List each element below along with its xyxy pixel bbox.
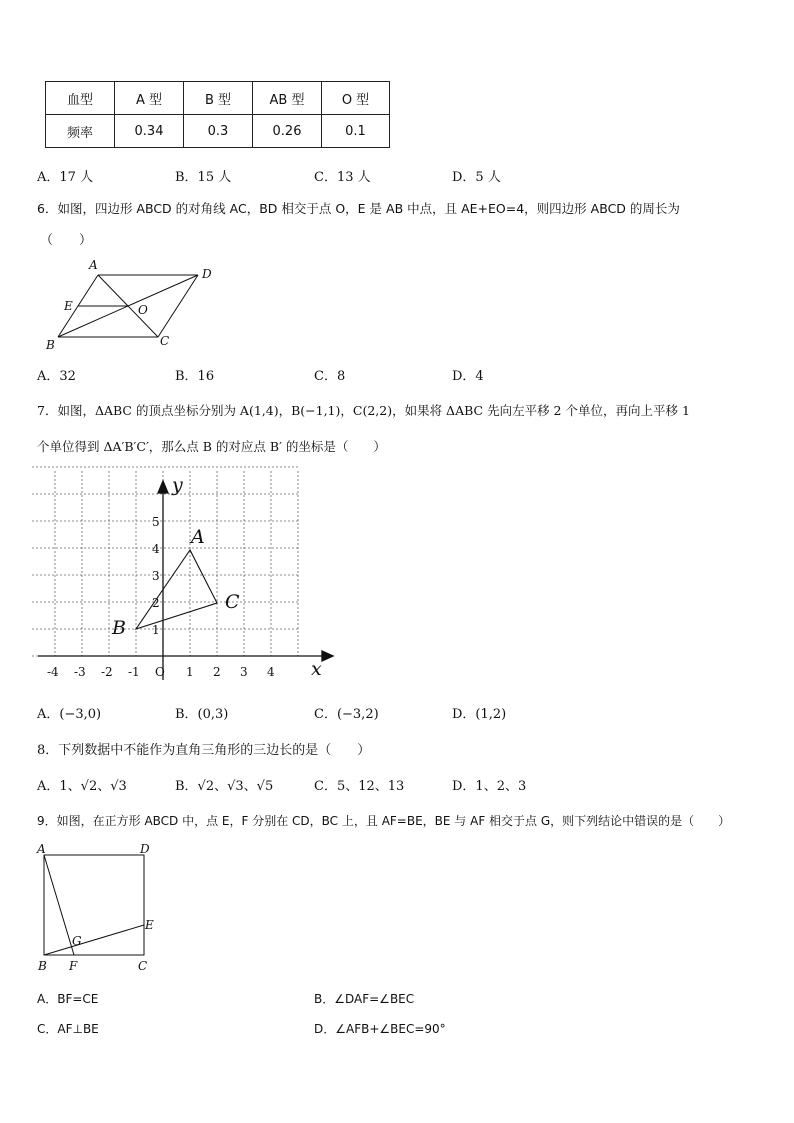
q8-stem: 8．下列数据中不能作为直角三角形的三边长的是（ ） — [37, 743, 371, 758]
y-axis-label: y — [172, 474, 183, 496]
q9-label-a: A — [37, 842, 46, 856]
x-axis-arrow-icon — [322, 651, 333, 661]
segment-af — [44, 855, 74, 955]
q5-option-b: B．15 人 — [175, 170, 232, 185]
segment-be — [44, 925, 144, 955]
q7-option-c: C．(−3,2) — [314, 707, 379, 722]
x-tick-label: -3 — [74, 665, 86, 679]
q6-option-a: A．32 — [37, 369, 76, 384]
q9-option-b: B．∠DAF=∠BEC — [314, 992, 415, 1006]
q9-square-figure — [34, 840, 164, 975]
blood-type-table — [45, 81, 390, 148]
q6-label-c: C — [160, 334, 170, 348]
table-cell: 0.34 — [115, 115, 184, 148]
q6-label-a: A — [89, 258, 98, 272]
q9-label-e: E — [145, 918, 154, 932]
x-tick-label: -2 — [101, 665, 113, 679]
origin-label: O — [155, 665, 165, 679]
q7-option-b: B．(0,3) — [175, 707, 229, 722]
point-b-label: B — [112, 617, 126, 639]
y-axis-arrow-icon — [158, 481, 168, 493]
table-cell: 0.3 — [184, 115, 253, 148]
triangle-abc — [136, 550, 217, 629]
table-cell: 0.26 — [253, 115, 322, 148]
q5-option-c: C．13 人 — [314, 170, 371, 185]
y-tick-label: 4 — [152, 542, 160, 556]
q6-stem-line1: 6．如图，四边形 ABCD 的对角线 AC，BD 相交于点 O，E 是 AB 中点，且 AE+EO=4，则四边形 ABCD 的周长为 — [37, 201, 680, 216]
q6-parallelogram-figure — [38, 255, 228, 355]
q6-label-e: E — [64, 299, 73, 313]
table-header-row — [46, 82, 390, 115]
x-tick-label: 4 — [267, 665, 275, 679]
y-tick-label: 2 — [152, 596, 160, 610]
q7-stem-line1: 7．如图，ΔABC 的顶点坐标分别为 A(1,4)，B(−1,1)，C(2,2)，如果将 ΔABC 先向左平移 2 个单位，再向上平移 1 — [37, 403, 690, 418]
x-axis-label: x — [311, 658, 322, 680]
q9-option-a: A．BF=CE — [37, 992, 99, 1006]
table-cell: O 型 — [322, 82, 390, 115]
x-tick-label: 3 — [240, 665, 248, 679]
point-c-label: C — [225, 591, 240, 613]
q6-option-b: B．16 — [175, 369, 215, 384]
q8-option-a: A．1、√2、√3 — [37, 779, 127, 794]
q6-stem-line2: （ ） — [40, 233, 93, 248]
q7-coordinate-grid-figure — [30, 465, 350, 690]
q9-label-c: C — [138, 959, 148, 973]
table-cell: B 型 — [184, 82, 253, 115]
q9-label-b: B — [38, 959, 47, 973]
q8-option-c: C．5、12、13 — [314, 779, 405, 794]
table-cell: AB 型 — [253, 82, 322, 115]
q9-label-d: D — [140, 842, 150, 856]
table-cell: A 型 — [115, 82, 184, 115]
q9-label-f: F — [69, 959, 78, 973]
x-tick-label: 2 — [213, 665, 221, 679]
q9-option-c: C．AF⊥BE — [37, 1022, 99, 1036]
q9-stem: 9．如图，在正方形 ABCD 中，点 E，F 分别在 CD，BC 上，且 AF=BE，BE 与 AF 相交于点 G，则下列结论中错误的是（ ） — [37, 814, 731, 828]
y-tick-label: 5 — [152, 515, 160, 529]
q5-option-d: D．5 人 — [452, 170, 501, 185]
table-row — [46, 115, 390, 148]
q8-option-d: D．1、2、3 — [452, 779, 527, 794]
q6-label-b: B — [46, 338, 55, 352]
q9-option-d: D．∠AFB+∠BEC=90° — [314, 1022, 446, 1036]
x-tick-label: -1 — [128, 665, 140, 679]
q9-label-g: G — [72, 934, 82, 948]
table-cell: 频率 — [46, 115, 115, 148]
y-tick-label: 1 — [152, 623, 160, 637]
q7-option-d: D．(1,2) — [452, 707, 507, 722]
q6-label-o: O — [138, 303, 148, 317]
x-tick-label: -4 — [47, 665, 59, 679]
q6-option-d: D．4 — [452, 369, 484, 384]
q7-option-a: A．(−3,0) — [37, 707, 102, 722]
table-cell: 血型 — [46, 82, 115, 115]
point-a-label: A — [191, 526, 205, 548]
q6-option-c: C．8 — [314, 369, 346, 384]
grid-lines — [30, 467, 298, 656]
y-tick-label: 3 — [152, 569, 160, 583]
table-cell: 0.1 — [322, 115, 390, 148]
q8-option-b: B．√2、√3、√5 — [175, 779, 274, 794]
q5-option-a: A．17 人 — [37, 170, 94, 185]
q7-stem-line2: 个单位得到 ΔA′B′C′，那么点 B 的对应点 B′ 的坐标是（ ） — [37, 439, 386, 454]
x-tick-label: 1 — [186, 665, 194, 679]
q6-label-d: D — [202, 267, 212, 281]
